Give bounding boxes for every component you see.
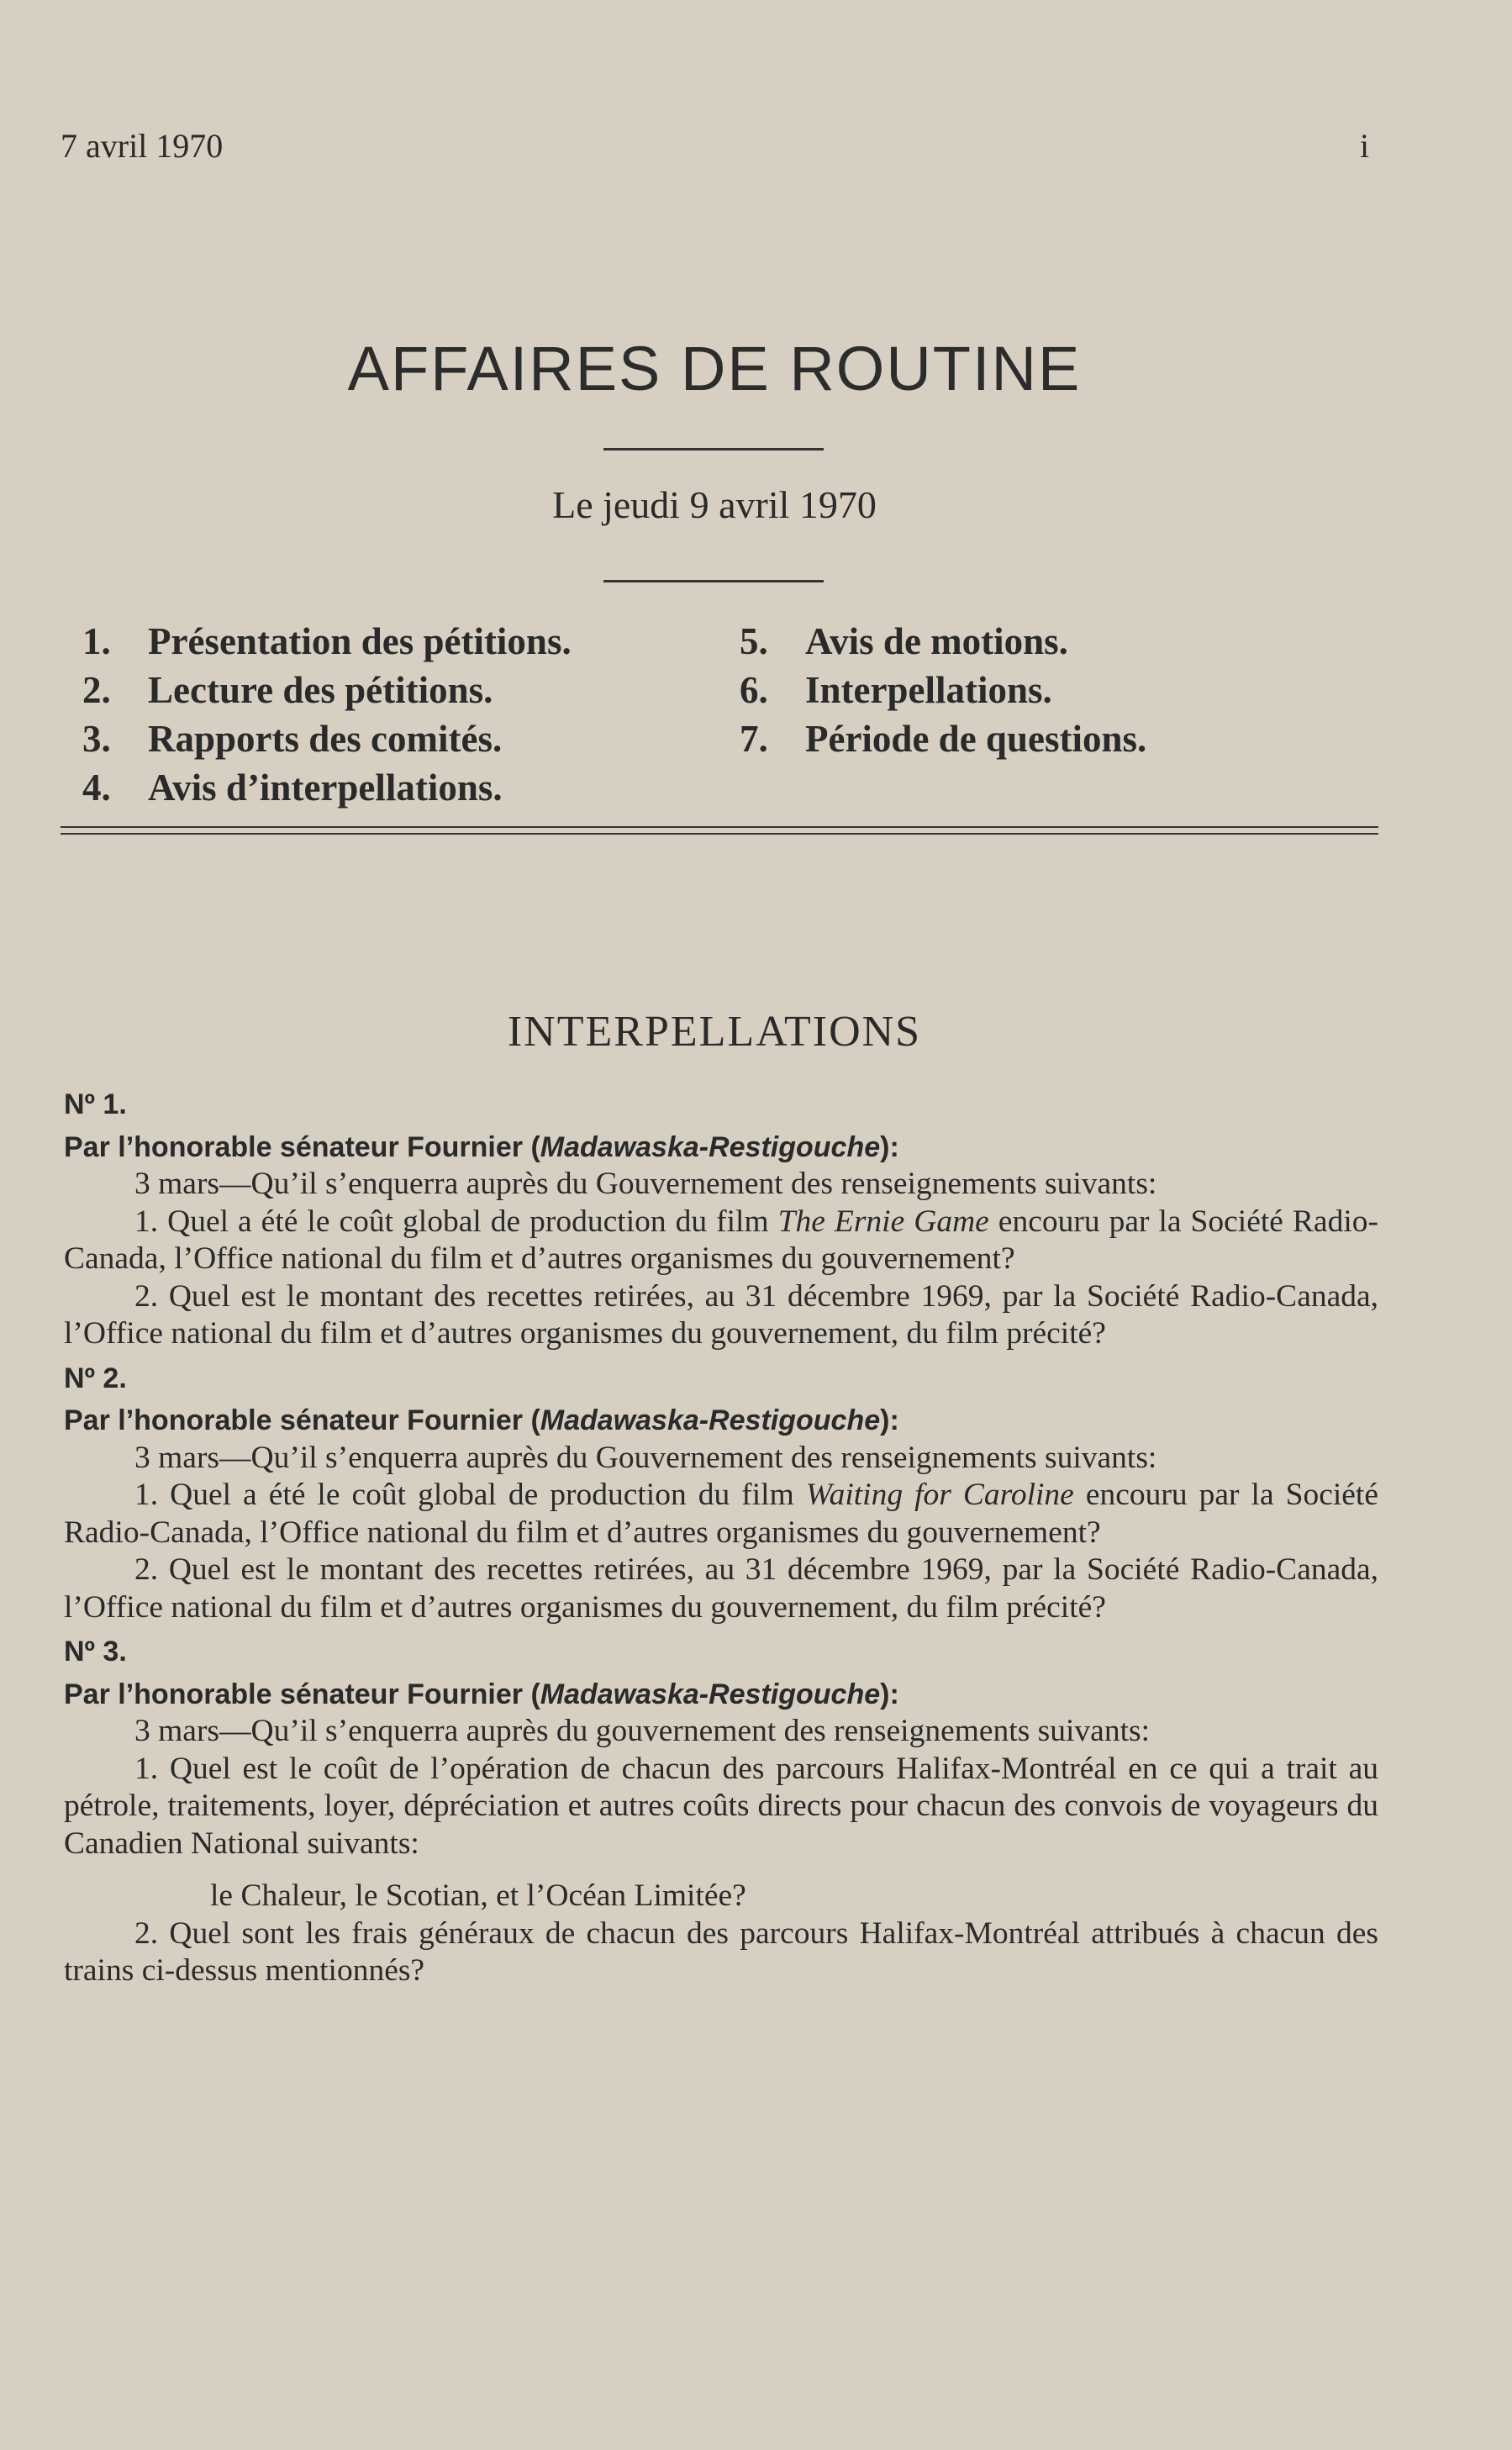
question-intro: 3 mars—Qu’il s’enquerra auprès du gouvernement des renseignements suivants:: [134, 1714, 1151, 1748]
question-part: 2. Quel est le montant des recettes retirées, au 31 décembre 1969, par la Société Radio-Canada, l’Office national du film et d’autres organismes du gouvernement, du film précité?: [64, 1552, 1378, 1625]
question-part: 2. Quel sont les frais généraux de chacun des parcours Halifax-Montréal attribués à chacun des trains ci-dessus mentionnés?: [64, 1915, 1378, 1988]
question-number: Nº 2.: [64, 1362, 127, 1394]
question-author: Par l’honorable sénateur Fournier (Madawaska-Restigouche):: [64, 1678, 899, 1710]
order-item: 3. Rapports des comités.: [82, 718, 503, 760]
order-list-right: [740, 617, 1146, 763]
title-divider: [603, 448, 824, 450]
order-item: 6. Interpellations.: [740, 669, 1052, 711]
question-block: [64, 1633, 1378, 1990]
sitting-date: Le jeudi 9 avril 1970: [552, 483, 877, 526]
page-number: i: [1360, 127, 1370, 165]
question-number: Nº 1.: [64, 1088, 127, 1120]
section-rule-top: [61, 826, 1378, 828]
question-part: 1. Quel a été le coût global de production du film The Ernie Game encouru par la Société Radio-Canada, l’Office national du film et d’autres organismes du gouvernement?: [64, 1204, 1378, 1276]
train-list: le Chaleur, le Scotian, et l’Océan Limitée?: [210, 1878, 746, 1913]
question-block: [64, 1360, 1378, 1627]
order-item: 5. Avis de motions.: [740, 620, 1068, 662]
question-block: [64, 1086, 1378, 1353]
order-item: 1. Présentation des pétitions.: [82, 620, 572, 662]
order-item: 7. Période de questions.: [740, 718, 1147, 760]
section-rule-bottom: [61, 833, 1378, 835]
question-number: Nº 3.: [64, 1636, 127, 1668]
interpellations-body: [64, 1079, 1378, 1997]
page-title: AFFAIRES DE ROUTINE: [347, 334, 1082, 403]
question-part: 2. Quel est le montant des recettes retirées, au 31 décembre 1969, par la Société Radio-Canada, l’Office national du film et d’autres organismes du gouvernement, du film précité?: [64, 1278, 1378, 1351]
question-author: Par l’honorable sénateur Fournier (Madawaska-Restigouche):: [64, 1130, 899, 1163]
question-part: 1. Quel a été le coût global de production du film Waiting for Caroline encouru par la Société Radio-Canada, l’Office national du film et d’autres organismes du gouvernement?: [64, 1478, 1378, 1550]
header-date: 7 avril 1970: [61, 127, 224, 165]
order-item: 2. Lecture des pétitions.: [82, 669, 493, 711]
question-author: Par l’honorable sénateur Fournier (Madawaska-Restigouche):: [64, 1404, 899, 1436]
question-part: 1. Quel est le coût de l’opération de chacun des parcours Halifax-Montréal en ce qui a trait au pétrole, traitements, loyer, dépréciation et autres coûts directs pour chacun des convois de voyageurs du Canadien National suivants:: [64, 1751, 1378, 1861]
question-intro: 3 mars—Qu’il s’enquerra auprès du Gouvernement des renseignements suivants:: [134, 1167, 1157, 1201]
section-title: INTERPELLATIONS: [507, 1008, 922, 1056]
order-item: 4. Avis d’interpellations.: [82, 767, 503, 809]
order-list-left: [82, 617, 572, 812]
subtitle-divider: [603, 580, 824, 582]
question-intro: 3 mars—Qu’il s’enquerra auprès du Gouvernement des renseignements suivants:: [134, 1440, 1157, 1475]
